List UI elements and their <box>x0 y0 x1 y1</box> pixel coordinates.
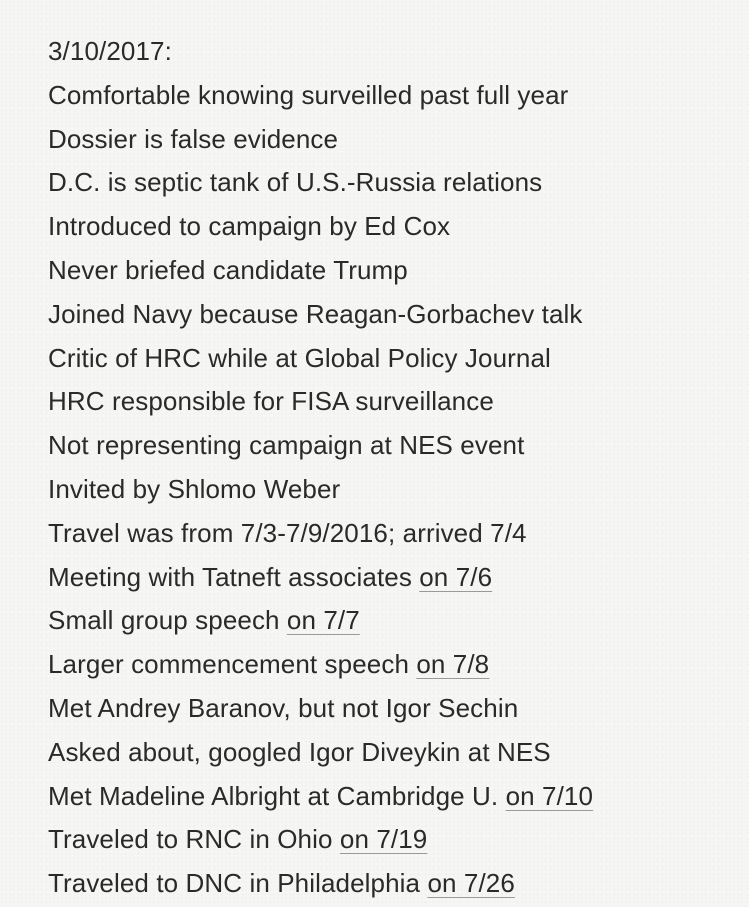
note-line-text: Asked about, googled Igor Diveykin at NES <box>48 736 551 767</box>
note-line-text: Not representing campaign at NES event <box>48 430 525 461</box>
note-line-text: HRC responsible for FISA surveillance <box>48 386 494 417</box>
note-line-text: Critic of HRC while at Global Policy Journal <box>48 342 551 373</box>
note-line-text: Introduced to campaign by Ed Cox <box>48 211 451 242</box>
note-body <box>48 30 738 906</box>
note-line-text: Meeting with Tatneft associates <box>48 561 420 592</box>
note-line <box>48 249 738 293</box>
note-line-text: Traveled to DNC in Philadelphia <box>48 868 428 899</box>
note-line-text: D.C. is septic tank of U.S.-Russia relations <box>48 167 543 198</box>
note-line-text: Larger commencement speech <box>48 649 417 680</box>
note-line-text: Never briefed candidate Trump <box>48 254 408 285</box>
note-line-text: Met Madeline Albright at Cambridge U. <box>48 780 506 811</box>
date-link[interactable]: on 7/19 <box>339 824 428 855</box>
note-line-text: Met Andrey Baranov, but not Igor Sechin <box>48 692 519 723</box>
note-line-text: Invited by Shlomo Weber <box>48 473 341 504</box>
note-line <box>48 380 738 424</box>
note-heading: 3/10/2017: <box>48 36 172 66</box>
note-line <box>48 293 738 337</box>
note-line-text: Travel was from 7/3-7/9/2016; arrived 7/4 <box>48 517 527 548</box>
note-line <box>48 599 738 643</box>
date-link[interactable]: on 7/8 <box>416 649 490 680</box>
note-line <box>48 775 738 819</box>
note-line-text: Dossier is false evidence <box>48 123 339 154</box>
date-link[interactable]: on 7/7 <box>286 605 360 636</box>
note-line <box>48 161 738 205</box>
note-line-text: Small group speech <box>48 605 287 636</box>
date-link[interactable]: on 7/10 <box>505 780 594 811</box>
date-link[interactable]: on 7/6 <box>419 561 493 592</box>
note-line <box>48 424 738 468</box>
note-line-text: Comfortable knowing surveilled past full year <box>48 79 569 110</box>
note-line-text: Joined Navy because Reagan-Gorbachev talk <box>48 298 583 329</box>
note-line <box>48 731 738 775</box>
note-line <box>48 205 738 249</box>
note-line <box>48 818 738 862</box>
date-link[interactable]: on 7/26 <box>427 868 515 899</box>
note-line <box>48 118 738 162</box>
note-line <box>48 468 738 512</box>
note-line <box>48 337 738 381</box>
note-line <box>48 74 738 118</box>
note-line <box>48 556 738 600</box>
note-line <box>48 512 738 556</box>
note-line-text: Traveled to RNC in Ohio <box>48 824 340 855</box>
note-line <box>48 862 738 906</box>
note-line <box>48 687 738 731</box>
note-line <box>48 643 738 687</box>
